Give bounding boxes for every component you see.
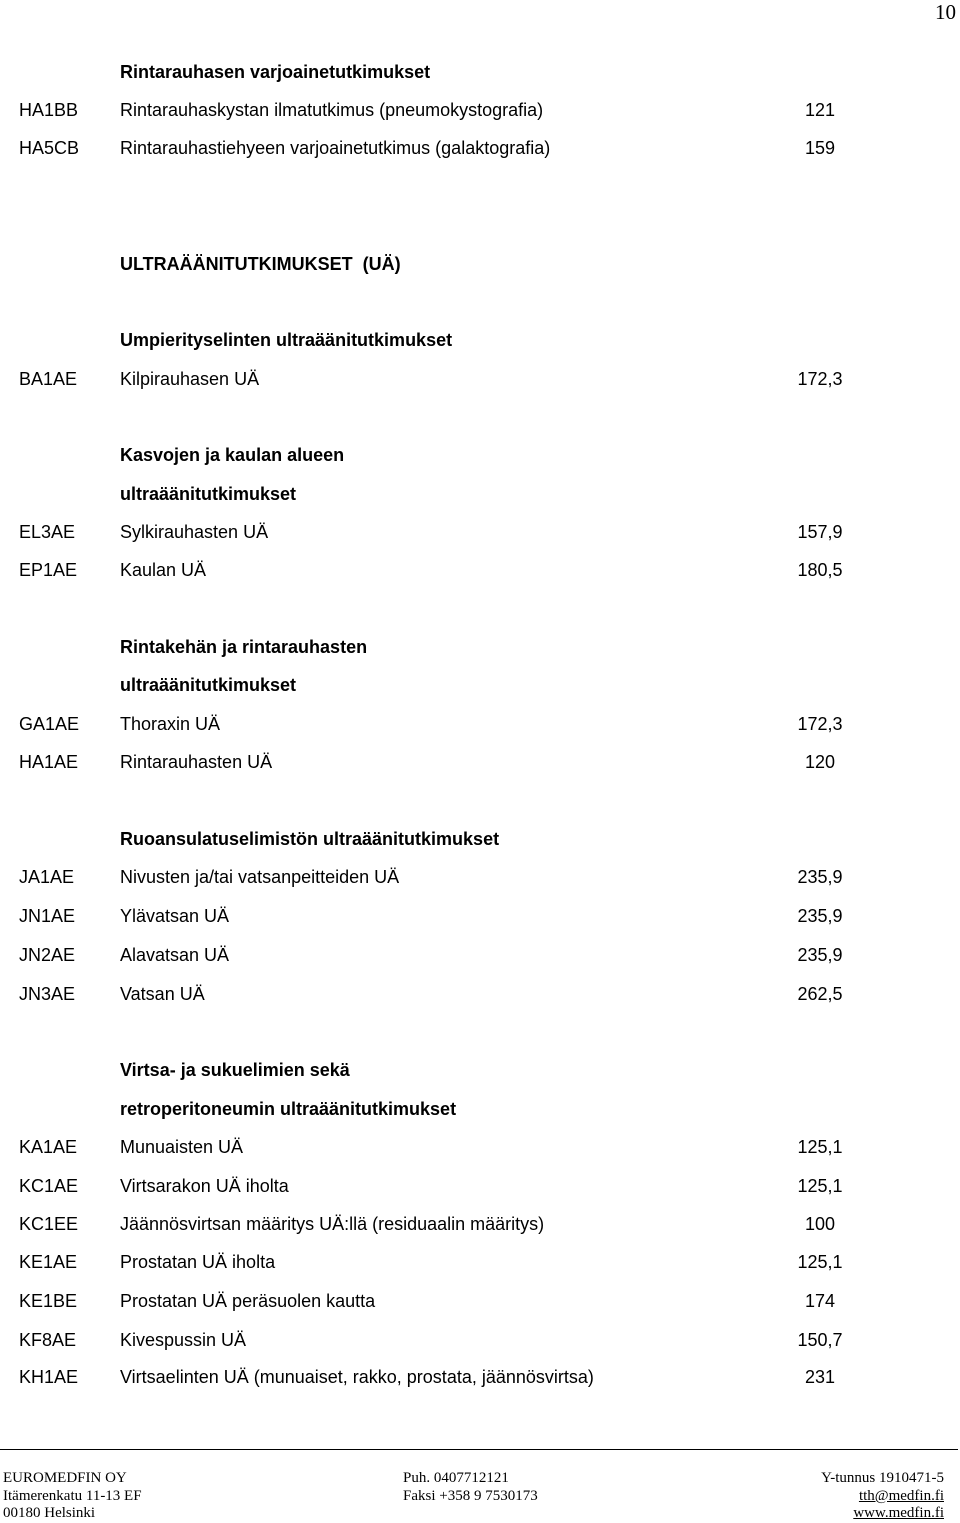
section-heading: Ruoansulatuselimistön ultraäänitutkimukset: [120, 829, 500, 849]
procedure-code: JN2AE: [19, 945, 76, 965]
section-heading: Virtsa- ja sukuelimien sekä: [120, 1060, 350, 1080]
procedure-price: 125,1: [797, 1176, 843, 1196]
table-row: [0, 982, 960, 1006]
procedure-description: Jäännösvirtsan määritys UÄ:llä (residuaalin määritys): [120, 1214, 545, 1234]
procedure-description: Rintarauhastiehyeen varjoainetutkimus (galaktografia): [120, 138, 551, 158]
procedure-description: Virtsarakon UÄ iholta: [120, 1176, 289, 1196]
page-number: 10: [935, 0, 956, 24]
footer-info: [821, 1470, 944, 1523]
procedure-price: 125,1: [797, 1252, 843, 1272]
section-heading-row: [0, 328, 960, 352]
procedure-code: JN1AE: [19, 906, 76, 926]
procedure-description: Kivespussin UÄ: [120, 1330, 247, 1350]
footer-contact: [403, 1470, 538, 1505]
procedure-code: EL3AE: [19, 522, 76, 542]
procedure-code: HA1AE: [19, 752, 79, 772]
section-heading-row: [0, 482, 960, 506]
table-row: [0, 558, 960, 582]
footer-divider: [0, 1449, 958, 1450]
procedure-code: KA1AE: [19, 1137, 78, 1157]
procedure-code: BA1AE: [19, 369, 78, 389]
table-row: [0, 943, 960, 967]
procedure-description: Sylkirauhasten UÄ: [120, 522, 269, 542]
website-link[interactable]: www.medfin.fi: [853, 1505, 944, 1521]
procedure-price: 231: [804, 1367, 836, 1387]
procedure-price: 157,9: [797, 522, 843, 542]
procedure-price: 262,5: [797, 984, 843, 1004]
procedure-description: Nivusten ja/tai vatsanpeitteiden UÄ: [120, 867, 400, 887]
section-heading: Kasvojen ja kaulan alueen: [120, 445, 345, 465]
table-row: [0, 1250, 960, 1274]
table-row: [0, 367, 960, 391]
section-heading: Umpierityselinten ultraäänitutkimukset: [120, 330, 453, 350]
table-row: [0, 904, 960, 928]
table-row: [0, 1174, 960, 1198]
procedure-description: Thoraxin UÄ: [120, 714, 221, 734]
procedure-code: GA1AE: [19, 714, 80, 734]
procedure-price: 120: [804, 752, 836, 772]
section-heading-row: [0, 60, 960, 84]
procedure-description: Rintarauhaskystan ilmatutkimus (pneumokystografia): [120, 100, 544, 120]
procedure-code: HA5CB: [19, 138, 80, 158]
business-id: Y-tunnus 1910471-5: [821, 1470, 944, 1486]
procedure-price: 172,3: [797, 714, 843, 734]
procedure-code: EP1AE: [19, 560, 78, 580]
procedure-price: 159: [804, 138, 836, 158]
procedure-price: 100: [804, 1214, 836, 1234]
procedure-description: Kilpirauhasen UÄ: [120, 369, 260, 389]
procedure-code: KC1EE: [19, 1214, 79, 1234]
fax-number: Faksi +358 9 7530173: [403, 1487, 538, 1504]
procedure-code: KF8AE: [19, 1330, 77, 1350]
procedure-price: 121: [804, 100, 836, 120]
table-row: [0, 865, 960, 889]
section-heading-row: [0, 1097, 960, 1121]
procedure-description: Prostatan UÄ iholta: [120, 1252, 276, 1272]
procedure-code: KH1AE: [19, 1367, 79, 1387]
procedure-code: JN3AE: [19, 984, 76, 1004]
company-street: Itämerenkatu 11-13 EF: [3, 1487, 142, 1504]
table-row: [0, 98, 960, 122]
procedure-price: 180,5: [797, 560, 843, 580]
procedure-code: KC1AE: [19, 1176, 79, 1196]
table-row: [0, 136, 960, 160]
company-name: EUROMEDFIN OY: [3, 1470, 127, 1486]
table-row: [0, 520, 960, 544]
email-link[interactable]: tth@medfin.fi: [858, 1487, 944, 1504]
section-heading-row: [0, 827, 960, 851]
section-heading: Rintarauhasen varjoainetutkimukset: [120, 62, 431, 82]
procedure-description: Munuaisten UÄ: [120, 1137, 244, 1157]
procedure-description: Ylävatsan UÄ: [120, 906, 230, 926]
phone-number: Puh. 0407712121: [403, 1470, 509, 1486]
section-heading-row: [0, 673, 960, 697]
procedure-description: Alavatsan UÄ: [120, 945, 230, 965]
table-row: [0, 750, 960, 774]
table-row: [0, 1289, 960, 1313]
procedure-price: 235,9: [797, 867, 843, 887]
procedure-code: KE1AE: [19, 1252, 78, 1272]
procedure-description: Prostatan UÄ peräsuolen kautta: [120, 1291, 376, 1311]
section-heading-row: [0, 635, 960, 659]
procedure-description: Rintarauhasten UÄ: [120, 752, 273, 772]
procedure-code: HA1BB: [19, 100, 79, 120]
procedure-description: Vatsan UÄ: [120, 984, 205, 1004]
table-row: [0, 1365, 960, 1389]
procedure-price: 172,3: [797, 369, 843, 389]
main-title: ULTRAÄÄNITUTKIMUKSET (UÄ): [120, 254, 401, 274]
procedure-description: Kaulan UÄ: [120, 560, 207, 580]
table-row: [0, 1135, 960, 1159]
footer-company: [3, 1470, 142, 1523]
procedure-price: 235,9: [797, 906, 843, 926]
procedure-price: 174: [804, 1291, 836, 1311]
section-heading: Rintakehän ja rintarauhasten: [120, 637, 368, 657]
section-heading: retroperitoneumin ultraäänitutkimukset: [120, 1099, 457, 1119]
company-city: 00180 Helsinki: [3, 1505, 96, 1521]
table-row: [0, 712, 960, 736]
main-title-row: [0, 252, 960, 276]
procedure-price: 150,7: [797, 1330, 843, 1350]
section-heading-row: [0, 443, 960, 467]
section-heading: ultraäänitutkimukset: [120, 675, 297, 695]
section-heading: ultraäänitutkimukset: [120, 484, 297, 504]
procedure-code: JA1AE: [19, 867, 75, 887]
table-row: [0, 1212, 960, 1236]
procedure-description: Virtsaelinten UÄ (munuaiset, rakko, prostata, jäännösvirtsa): [120, 1367, 594, 1387]
procedure-price: 125,1: [797, 1137, 843, 1157]
procedure-code: KE1BE: [19, 1291, 78, 1311]
procedure-price: 235,9: [797, 945, 843, 965]
table-row: [0, 1328, 960, 1352]
section-heading-row: [0, 1058, 960, 1082]
